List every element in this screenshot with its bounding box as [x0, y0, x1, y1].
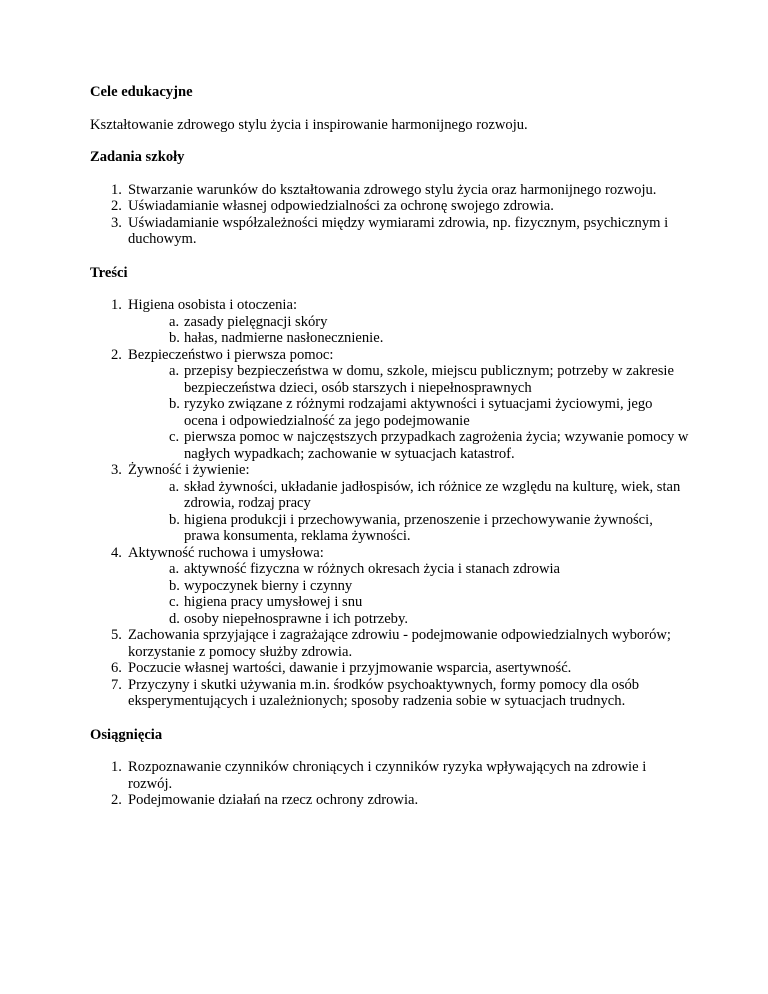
sub-list: [128, 479, 690, 545]
sub-list-item: [128, 429, 690, 462]
list-item: [90, 792, 690, 809]
sub-item-text: skład żywności, układanie jadłospisów, ich różnice ze względu na kulturę, wiek, stan zdrowia, rodzaj pracy: [184, 478, 681, 511]
list-item: [90, 660, 690, 677]
list-item: [90, 182, 690, 199]
item-number: 1.: [111, 181, 122, 198]
sub-list: [128, 561, 690, 627]
item-text: Uświadamianie współzależności między wymiarami zdrowia, np. fizycznym, psychicznym i duchowym.: [128, 214, 669, 247]
item-number: 4.: [111, 544, 122, 561]
sub-list-item: [128, 363, 690, 396]
item-number: 2.: [111, 792, 122, 808]
tasks-heading: Zadania szkoły: [90, 149, 185, 165]
content-list: [90, 297, 690, 710]
item-number: 5.: [111, 627, 122, 643]
list-item: [90, 462, 690, 545]
list-item: [90, 677, 690, 710]
item-letter: a.: [169, 313, 180, 330]
sub-list: [128, 314, 690, 347]
sub-list-item: [128, 594, 690, 611]
item-number: 6.: [111, 660, 122, 676]
item-letter: c.: [169, 594, 180, 610]
list-item: [90, 297, 690, 347]
sub-item-text: aktywność fizyczna w różnych okresach życia i stanach zdrowia: [184, 561, 561, 577]
item-number: 3.: [111, 214, 122, 231]
item-letter: b.: [169, 577, 180, 594]
item-text: Stwarzanie warunków do kształtowania zdrowego stylu życia oraz harmonijnego rozwoju.: [128, 181, 657, 198]
sub-item-text: zasady pielęgnacji skóry: [184, 313, 328, 330]
sub-list-item: [128, 561, 690, 578]
sub-item-text: pierwsza pomoc w najczęstszych przypadkach zagrożenia życia; wzywanie pomocy w nagłych wypadkach; zachowanie w sytuacjach katastrof.: [184, 429, 689, 462]
item-text: Aktywność ruchowa i umysłowa:: [128, 544, 324, 561]
list-item: [90, 198, 690, 215]
goals-heading: Cele edukacyjne: [90, 84, 193, 100]
item-number: 2.: [111, 346, 122, 363]
list-item: [90, 347, 690, 463]
sub-list-item: [128, 314, 690, 331]
sub-item-text: hałas, nadmierne nasłonecznienie.: [184, 330, 384, 346]
sub-item-text: osoby niepełnosprawne i ich potrzeby.: [184, 610, 408, 627]
document-page: [90, 84, 690, 809]
item-letter: a.: [169, 363, 180, 379]
sub-item-text: higiena pracy umysłowej i snu: [184, 594, 363, 610]
list-item: [90, 545, 690, 628]
content-heading: Treści: [90, 264, 128, 281]
item-number: 3.: [111, 462, 122, 478]
item-text: Przyczyny i skutki używania m.in. środków psychoaktywnych, formy pomocy dla osób eksperymentujących i uzależnionych; sposoby radzenia sobie w sytuacjach trudnych.: [128, 676, 640, 709]
item-text: Żywność i żywienie:: [128, 462, 250, 478]
sub-item-text: ryzyko związane z różnymi rodzajami aktywności i sytuacjami życiowymi, jego ocena i odpowiedzialność za jego podejmowanie: [184, 396, 653, 429]
list-item: [90, 759, 690, 792]
sub-item-text: wypoczynek bierny i czynny: [184, 577, 353, 594]
sub-list: [128, 363, 690, 462]
item-letter: d.: [169, 610, 180, 627]
item-number: 2.: [111, 198, 122, 214]
sub-list-item: [128, 512, 690, 545]
item-number: 1.: [111, 297, 122, 313]
item-text: Uświadamianie własnej odpowiedzialności za ochronę swojego zdrowia.: [128, 198, 554, 214]
tasks-list: [90, 182, 690, 248]
item-number: 7.: [111, 676, 122, 693]
sub-list-item: [128, 611, 690, 628]
item-letter: a.: [169, 561, 180, 577]
item-letter: b.: [169, 396, 180, 412]
item-text: Poczucie własnej wartości, dawanie i przyjmowanie wsparcia, asertywność.: [128, 660, 572, 676]
item-letter: c.: [169, 429, 180, 445]
item-text: Zachowania sprzyjające i zagrażające zdrowiu - podejmowanie odpowiedzialnych wyborów; korzystanie z pomocy służby zdrowia.: [128, 627, 671, 660]
sub-item-text: higiena produkcji i przechowywania, przenoszenie i przechowywanie żywności, prawa konsumenta, reklama żywności.: [184, 511, 653, 544]
results-heading: Osiągnięcia: [90, 726, 163, 743]
item-letter: a.: [169, 478, 180, 495]
list-item: [90, 215, 690, 248]
item-text: Rozpoznawanie czynników chroniących i czynników ryzyka wpływających na zdrowie i rozwój.: [128, 759, 647, 792]
item-letter: b.: [169, 330, 180, 346]
goals-text: Kształtowanie zdrowego stylu życia i inspirowanie harmonijnego rozwoju.: [90, 116, 528, 133]
item-text: Higiena osobista i otoczenia:: [128, 297, 297, 313]
item-text: Podejmowanie działań na rzecz ochrony zdrowia.: [128, 792, 419, 808]
item-text: Bezpieczeństwo i pierwsza pomoc:: [128, 346, 334, 363]
list-item: [90, 627, 690, 660]
sub-list-item: [128, 396, 690, 429]
sub-item-text: przepisy bezpieczeństwa w domu, szkole, miejscu publicznym; potrzeby w zakresie bezpieczeństwa dzieci, osób starszych i niepełnosprawnych: [184, 363, 674, 396]
results-list: [90, 759, 690, 809]
sub-list-item: [128, 479, 690, 512]
item-letter: b.: [169, 511, 180, 528]
sub-list-item: [128, 578, 690, 595]
item-number: 1.: [111, 759, 122, 775]
sub-list-item: [128, 330, 690, 347]
